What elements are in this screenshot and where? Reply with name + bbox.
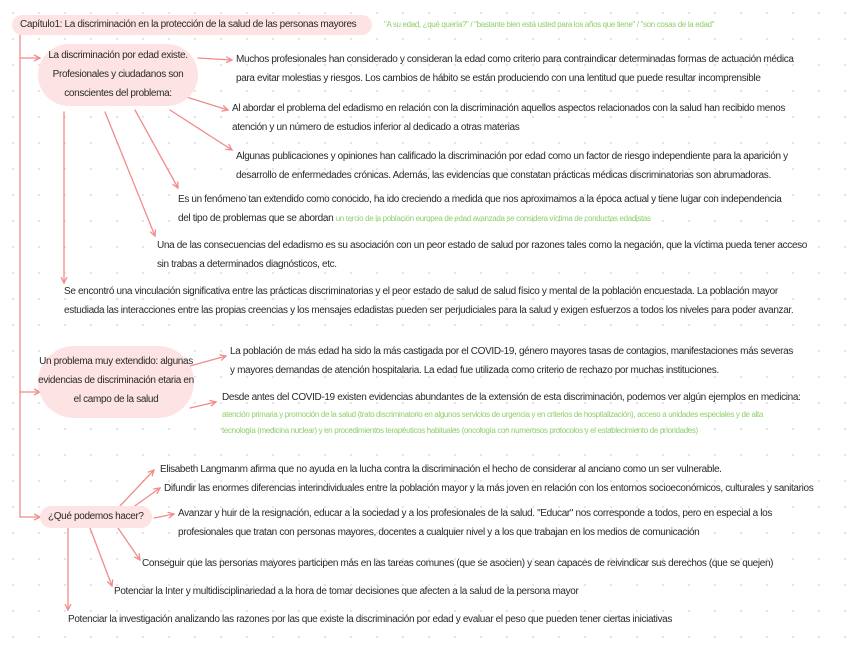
text-line: [178, 209, 781, 228]
arrow-s1-p5: [105, 112, 155, 236]
section3-point-5: Potenciar la Inter y multidisciplinariedad a la hora de tomar decisiones que afecten a la salud de la persona mayor: [114, 586, 579, 597]
text-line: y mayores demandas de atención hospitalaria. La edad fue utilizada como criterio de rechazo por muchas instituciones.: [230, 365, 719, 376]
section3-point-6: Potenciar la investigación analizando las razones por las que existe la discriminación por edad y evaluar el peso que pueden tener ciertas iniciativas: [68, 614, 672, 625]
text-line: Se encontró una vinculación significativa entre las prácticas discriminatorias y el peor estado de salud de salud físico y mental de la población encuestada. La población mayor: [64, 286, 778, 297]
section1-topic: [38, 46, 198, 103]
text-line: sin trabas a determinados diagnósticos, etc.: [157, 259, 337, 270]
text-line: del tipo de problemas que se abordan: [178, 213, 334, 224]
arrow-s3-p5: [90, 528, 112, 586]
section1-topic-line: conscientes del problema:: [64, 88, 172, 99]
text-line: profesionales que tratan con personas mayores, docentes a cualquier nivel y a los que trabajan en los medios de comunicación: [178, 527, 700, 538]
section2-topic-line: el campo de la salud: [73, 394, 159, 405]
section1-point-3: [236, 147, 788, 185]
trunk-arrow-section3: [20, 392, 40, 517]
text-line: La población de más edad ha sido la más castigada por el COVID-19, género mayores tasas de contagios, manifestaciones más severas: [230, 346, 793, 357]
text-line: Algunas publicaciones y opiniones han calificado la discriminación por edad como un factor de riesgo independiente para la aparición y: [236, 151, 788, 162]
arrow-s1-p4: [135, 110, 178, 188]
medicine-examples-note: tecnología (medicina nuclear) y en procedimientos terapéuticos habituales (oncología con numerosos protocolos y el establecimiento de prioridades): [222, 426, 698, 435]
arrow-s1-p3: [170, 110, 232, 150]
section1-point-4: [178, 190, 781, 228]
text-line: para evitar molestias y riesgos. Los cambios de hábito se están produciendo con una lentitud que puede resultar incomprensible: [236, 73, 761, 84]
arrow-s2-p1: [190, 356, 226, 366]
arrow-s3-p4: [118, 528, 140, 560]
statistic-note: un tercio de la población europea de edad avanzada se considera víctima de conductas edadistas: [335, 214, 651, 223]
text-line: Una de las consecuencias del edadismo es su asociación con un peor estado de salud por razones tales como la negación, que la víctima pueda tener acceso: [157, 240, 808, 251]
arrow-s3-p3: [154, 514, 174, 518]
text-line: estudiada las interacciones entre las propias creencias y los mensajes edadistas pueden ser perjudiciales para la salud y exigen esfuerzos a todos los niveles para poder avanzar.: [64, 305, 794, 316]
medicine-examples-note: atención primaria y promoción de la salud (trato discriminatorio en algunos servicios de urgencia y en criterios de hospitalización), acceso a unidades especiales y de alta: [222, 410, 764, 419]
text-line: atención y un número de estudios inferior al dedicado a otras materias: [232, 122, 520, 133]
trunk-arrow-section2: [20, 58, 40, 392]
section1-topic-line: La discriminación por edad existe.: [48, 50, 188, 61]
arrow-s3-p2: [132, 488, 160, 508]
section2-point-2: [222, 388, 800, 439]
arrow-s1-p1: [198, 58, 232, 60]
section1-point-1: [236, 50, 794, 88]
section2-point-1: [230, 342, 793, 380]
text-line: Es un fenómeno tan extendido como conocido, ha ido creciendo a medida que nos aproximamos a la época actual y tiene lugar con independencia: [178, 194, 782, 205]
section1-point-5: [157, 236, 807, 274]
arrow-s3-p1: [120, 470, 154, 506]
text-line: Avanzar y huir de la resignación, educar a la sociedad y a los profesionales de la salud. "Educar" nos corresponde a todos, pero en especial a los: [178, 508, 772, 519]
section3-point-3: [178, 504, 772, 542]
section3-point-4: Conseguir que las personas mayores participen más en las tareas comunes (que se asocien) y sean capaces de reivindicar sus derechos (que se quejen): [142, 558, 774, 569]
section3-topic: ¿Qué podemos hacer?: [48, 511, 144, 522]
section2-topic: [38, 352, 194, 409]
section2-topic-line: evidencias de discriminación etaria en: [38, 375, 194, 386]
section1-point-2: [232, 99, 785, 137]
text-line: Desde antes del COVID-19 existen evidencias abundantes de la extensión de esta discriminación, podemos ver algún ejemplos en medicina:: [222, 392, 801, 403]
section1-point-6: [64, 282, 793, 320]
section2-topic-line: Un problema muy extendido: algunas: [39, 356, 193, 367]
text-line: Muchos profesionales han considerado y consideran la edad como criterio para contraindicar determinadas formas de actuación médica: [236, 54, 794, 65]
trunk-arrow-section1: [20, 34, 40, 58]
section3-point-2: Difundir las enormes diferencias interindividuales entre la población mayor y la más joven en relación con los entornos socioeconómicos, culturales y sanitarios: [164, 483, 814, 494]
text-line: desarrollo de enfermedades crónicas. Además, las evidencias que constatan prácticas médicas discriminatorias son abrumadoras.: [236, 170, 771, 181]
section3-point-1: Elisabeth Langmanm afirma que no ayuda en la lucha contra la discriminación el hecho de considerar al anciano como un ser vulnerable.: [160, 464, 722, 475]
text-line: Al abordar el problema del edadismo en relación con la discriminación aquellos aspectos relacionados con la salud han recibido menos: [232, 103, 786, 114]
title-quote-note: "A su edad, ¿qué quería?" / "bastante bien está usted para los años que tiene" / "son cosas de la edad": [384, 20, 715, 29]
page-title: Capítulo1: La discriminación en la protección de la salud de las personas mayores: [20, 19, 357, 30]
section1-topic-line: Profesionales y ciudadanos son: [52, 69, 184, 80]
